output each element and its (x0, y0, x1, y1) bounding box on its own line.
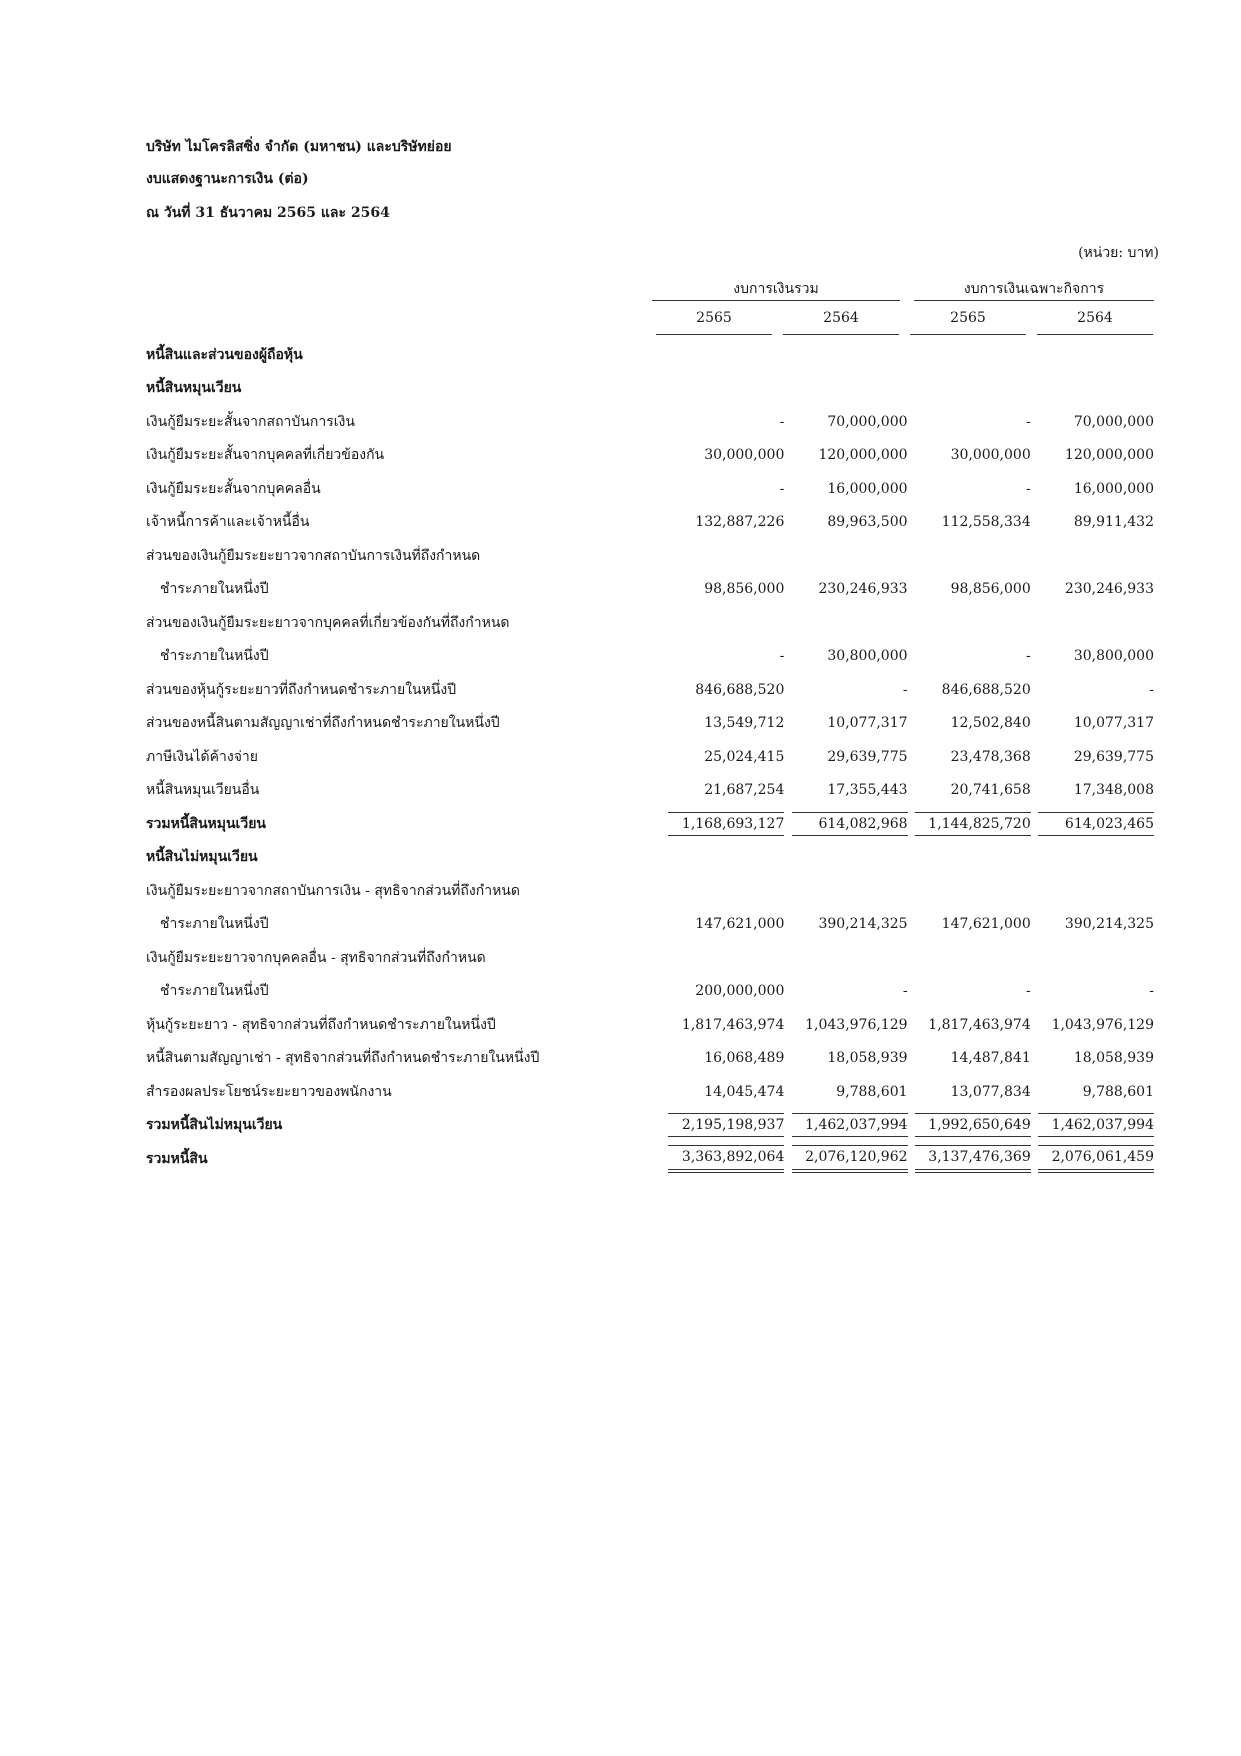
statement-row (146, 640, 1154, 674)
amount-cell (661, 707, 784, 741)
amount-cell (661, 1042, 784, 1076)
amount-value: 30,000,000 (950, 447, 1031, 464)
row-label: เงินกู้ยืมระยะยาวจากสถาบันการเงิน - สุทธิจากส่วนที่ถึงกำหนด (146, 882, 520, 899)
amount-cell (784, 874, 907, 908)
amount-value: - (1026, 413, 1031, 430)
amount-cell (1031, 908, 1154, 942)
group-rule-consolidated (652, 300, 900, 301)
statement-row (146, 372, 1154, 406)
statement-row (146, 1042, 1154, 1076)
amount-value: 147,621,000 (695, 916, 785, 933)
amount-value: 1,043,976,129 (1051, 1016, 1154, 1033)
statement-row (146, 673, 1154, 707)
unit-label: (หน่วย: บาท) (1078, 245, 1159, 261)
amount-cell (1031, 975, 1154, 1009)
statement-row (146, 1142, 1154, 1176)
row-label: ส่วนของหนี้สินตามสัญญาเช่าที่ถึงกำหนดชำระภายในหนึ่งปี (146, 715, 500, 732)
statement-row (146, 740, 1154, 774)
amount-value: 10,077,317 (1073, 715, 1154, 732)
amount-cell (1031, 874, 1154, 908)
amount-cell (661, 774, 784, 808)
amount-cell (908, 941, 1031, 975)
amount-value: 20,741,658 (950, 782, 1031, 799)
amount-value: 29,639,775 (1073, 748, 1154, 765)
amount-cell (1031, 640, 1154, 674)
year-rule (1037, 334, 1153, 335)
statement-row (146, 472, 1154, 506)
amount-value: 25,024,415 (704, 748, 785, 765)
amount-value: 3,137,476,369 (915, 1145, 1031, 1173)
amount-value: 16,068,489 (704, 1050, 785, 1067)
amount-cell (1031, 1109, 1154, 1143)
amount-cell (1031, 1142, 1154, 1176)
amount-value: 2,195,198,937 (668, 1113, 784, 1137)
amount-cell (908, 573, 1031, 607)
row-label: ชำระภายในหนึ่งปี (160, 983, 269, 1000)
statement-date: ณ วันที่ 31 ธันวาคม 2565 และ 2564 (146, 205, 390, 221)
amount-value: 89,911,432 (1073, 514, 1154, 531)
amount-cell (1031, 1008, 1154, 1042)
statement-row (146, 539, 1154, 573)
row-label: เงินกู้ยืมระยะยาวจากบุคคลอื่น - สุทธิจากส่วนที่ถึงกำหนด (146, 949, 486, 966)
amount-value: 18,058,939 (1073, 1050, 1154, 1067)
amount-cell (661, 506, 784, 540)
year-header: 2565 (696, 310, 732, 326)
statement-title: งบแสดงฐานะการเงิน (ต่อ) (146, 171, 309, 187)
row-label: หนี้สินไม่หมุนเวียน (146, 849, 258, 866)
row-label: ส่วนของเงินกู้ยืมระยะยาวจากสถาบันการเงินที่ถึงกำหนด (146, 547, 481, 564)
year-header: 2564 (1077, 310, 1113, 326)
amount-value: 200,000,000 (695, 983, 785, 1000)
amount-value: - (1026, 983, 1031, 1000)
amount-cell (908, 707, 1031, 741)
amount-value: 1,144,825,720 (915, 812, 1031, 836)
amount-cell (661, 1142, 784, 1176)
amount-cell (1031, 807, 1154, 841)
amount-cell (1031, 941, 1154, 975)
amount-cell (661, 1109, 784, 1143)
amount-cell (784, 439, 907, 473)
amount-value: - (902, 983, 908, 1000)
amount-cell (908, 1008, 1031, 1042)
amount-cell (784, 506, 907, 540)
amount-value: 10,077,317 (827, 715, 908, 732)
amount-value: 98,856,000 (950, 581, 1031, 598)
amount-cell (908, 1142, 1031, 1176)
statement-row (146, 338, 1154, 372)
amount-value: - (779, 413, 785, 430)
amount-cell (908, 874, 1031, 908)
amount-value: 30,800,000 (827, 648, 908, 665)
amount-value: - (1149, 983, 1154, 1000)
amount-cell (784, 1075, 907, 1109)
amount-cell (1031, 707, 1154, 741)
amount-cell (1031, 372, 1154, 406)
amount-cell (784, 941, 907, 975)
amount-value: 14,045,474 (704, 1083, 785, 1100)
amount-value: 16,000,000 (827, 480, 908, 497)
amount-cell (1031, 1075, 1154, 1109)
amount-value: - (1149, 681, 1154, 698)
statement-row (146, 874, 1154, 908)
amount-cell (784, 606, 907, 640)
row-label: รวมหนี้สินไม่หมุนเวียน (146, 1117, 283, 1134)
amount-cell (784, 1142, 907, 1176)
statement-row (146, 774, 1154, 808)
amount-value: 23,478,368 (950, 748, 1031, 765)
company-name: บริษัท ไมโครลิสซิ่ง จำกัด (มหาชน) และบริษัทย่อย (146, 139, 452, 155)
amount-value: 17,355,443 (827, 782, 908, 799)
amount-value: 1,462,037,994 (1038, 1113, 1154, 1137)
amount-cell (661, 405, 784, 439)
amount-value: 230,246,933 (1064, 581, 1154, 598)
amount-cell (908, 673, 1031, 707)
row-label: ชำระภายในหนึ่งปี (160, 916, 269, 933)
year-header: 2565 (950, 310, 986, 326)
amount-value: 21,687,254 (704, 782, 785, 799)
amount-cell (784, 707, 907, 741)
amount-cell (908, 908, 1031, 942)
statement-row (146, 506, 1154, 540)
amount-cell (908, 807, 1031, 841)
amount-cell (784, 338, 907, 372)
amount-cell (908, 774, 1031, 808)
amount-cell (1031, 1042, 1154, 1076)
amount-cell (908, 975, 1031, 1009)
amount-value: 30,800,000 (1073, 648, 1154, 665)
row-label: หนี้สินหมุนเวียนอื่น (146, 782, 260, 799)
amount-cell (1031, 841, 1154, 875)
statement-row (146, 1008, 1154, 1042)
amount-cell (661, 372, 784, 406)
amount-cell (661, 740, 784, 774)
amount-cell (908, 506, 1031, 540)
amount-value: 16,000,000 (1073, 480, 1154, 497)
row-label: เจ้าหนี้การค้าและเจ้าหนี้อื่น (146, 514, 310, 531)
amount-cell (661, 539, 784, 573)
amount-cell (784, 807, 907, 841)
row-label: รวมหนี้สิน (146, 1150, 208, 1167)
amount-cell (908, 1109, 1031, 1143)
amount-value: 89,963,500 (827, 514, 908, 531)
amount-cell (1031, 606, 1154, 640)
row-label: หนี้สินหมุนเวียน (146, 380, 242, 397)
statement-row (146, 941, 1154, 975)
amount-cell (661, 573, 784, 607)
amount-cell (784, 841, 907, 875)
amount-cell (1031, 539, 1154, 573)
amount-cell (908, 740, 1031, 774)
amount-cell (784, 908, 907, 942)
row-label: หนี้สินตามสัญญาเช่า - สุทธิจากส่วนที่ถึงกำหนดชำระภายในหนึ่งปี (146, 1050, 540, 1067)
row-label: ส่วนของหุ้นกู้ระยะยาวที่ถึงกำหนดชำระภายในหนึ่งปี (146, 681, 457, 698)
amount-value: 70,000,000 (827, 413, 908, 430)
amount-value: 112,558,334 (941, 514, 1031, 531)
amount-value: 13,549,712 (704, 715, 785, 732)
amount-value: 132,887,226 (695, 514, 785, 531)
row-label: ส่วนของเงินกู้ยืมระยะยาวจากบุคคลที่เกี่ยวข้องกันที่ถึงกำหนด (146, 614, 510, 631)
amount-value: - (779, 648, 785, 665)
amount-cell (784, 573, 907, 607)
amount-value: 30,000,000 (704, 447, 785, 464)
amount-value: 29,639,775 (827, 748, 908, 765)
row-label: สำรองผลประโยชน์ระยะยาวของพนักงาน (146, 1083, 392, 1100)
amount-value: 1,462,037,994 (792, 1113, 908, 1137)
statement-row (146, 606, 1154, 640)
amount-cell (1031, 506, 1154, 540)
amount-value: 147,621,000 (941, 916, 1031, 933)
amount-cell (661, 439, 784, 473)
amount-value: 614,023,465 (1038, 812, 1154, 836)
amount-value: 3,363,892,064 (668, 1145, 784, 1173)
amount-value: 1,817,463,974 (928, 1016, 1031, 1033)
amount-cell (784, 405, 907, 439)
amount-cell (908, 338, 1031, 372)
amount-cell (1031, 405, 1154, 439)
amount-cell (784, 1042, 907, 1076)
statement-row (146, 439, 1154, 473)
liabilities-table (146, 338, 1154, 1176)
amount-value: - (779, 480, 785, 497)
row-label: เงินกู้ยืมระยะสั้นจากบุคคลที่เกี่ยวข้องกัน (146, 447, 385, 464)
row-label: เงินกู้ยืมระยะสั้นจากสถาบันการเงิน (146, 413, 355, 430)
amount-value: 614,082,968 (792, 812, 908, 836)
amount-value: 98,856,000 (704, 581, 785, 598)
row-label: ภาษีเงินได้ค้างจ่าย (146, 748, 258, 765)
amount-cell (1031, 774, 1154, 808)
amount-cell (784, 740, 907, 774)
amount-cell (784, 1109, 907, 1143)
amount-cell (661, 472, 784, 506)
amount-cell (1031, 472, 1154, 506)
amount-cell (661, 1075, 784, 1109)
amount-value: - (1026, 648, 1031, 665)
row-label: รวมหนี้สินหมุนเวียน (146, 815, 266, 832)
year-rule (656, 334, 772, 335)
amount-value: 390,214,325 (818, 916, 908, 933)
amount-cell (661, 606, 784, 640)
statement-row (146, 1075, 1154, 1109)
group-header-consolidated: งบการเงินรวม (733, 281, 819, 297)
group-rule-separate (914, 300, 1154, 301)
amount-value: 1,043,976,129 (805, 1016, 908, 1033)
amount-value: 17,348,008 (1073, 782, 1154, 799)
row-label: ชำระภายในหนึ่งปี (160, 648, 269, 665)
amount-value: 2,076,120,962 (792, 1145, 908, 1173)
amount-value: 390,214,325 (1064, 916, 1154, 933)
amount-value: 9,788,601 (836, 1083, 908, 1100)
amount-cell (1031, 573, 1154, 607)
amount-value: 1,168,693,127 (668, 812, 784, 836)
amount-value: 846,688,520 (941, 681, 1031, 698)
year-header: 2564 (823, 310, 859, 326)
amount-value: 18,058,939 (827, 1050, 908, 1067)
row-label: เงินกู้ยืมระยะสั้นจากบุคคลอื่น (146, 480, 321, 497)
statement-row (146, 908, 1154, 942)
statement-row (146, 405, 1154, 439)
statement-row (146, 1109, 1154, 1143)
amount-value: 1,817,463,974 (681, 1016, 785, 1033)
amount-cell (784, 774, 907, 808)
amount-cell (908, 1042, 1031, 1076)
amount-cell (908, 1075, 1031, 1109)
statement-row (146, 707, 1154, 741)
amount-cell (784, 539, 907, 573)
row-label: หนี้สินและส่วนของผู้ถือหุ้น (146, 346, 303, 363)
amount-cell (661, 841, 784, 875)
amount-cell (784, 1008, 907, 1042)
statement-row (146, 841, 1154, 875)
amount-cell (661, 338, 784, 372)
amount-cell (1031, 673, 1154, 707)
statement-row (146, 573, 1154, 607)
amount-cell (1031, 740, 1154, 774)
group-header-separate: งบการเงินเฉพาะกิจการ (963, 281, 1105, 297)
amount-cell (661, 1008, 784, 1042)
amount-value: 846,688,520 (695, 681, 785, 698)
amount-cell (784, 472, 907, 506)
amount-cell (661, 807, 784, 841)
amount-cell (661, 908, 784, 942)
amount-value: 13,077,834 (950, 1083, 1031, 1100)
amount-cell (784, 372, 907, 406)
row-label: ชำระภายในหนึ่งปี (160, 581, 269, 598)
amount-cell (908, 606, 1031, 640)
amount-value: 14,487,841 (950, 1050, 1031, 1067)
statement-row (146, 975, 1154, 1009)
amount-value: 120,000,000 (1064, 447, 1154, 464)
amount-cell (784, 640, 907, 674)
amount-cell (908, 405, 1031, 439)
amount-cell (784, 975, 907, 1009)
amount-value: 9,788,601 (1082, 1083, 1154, 1100)
amount-cell (908, 539, 1031, 573)
amount-value: 70,000,000 (1073, 413, 1154, 430)
amount-cell (661, 975, 784, 1009)
amount-cell (661, 941, 784, 975)
amount-cell (661, 874, 784, 908)
amount-cell (661, 640, 784, 674)
amount-cell (908, 472, 1031, 506)
amount-value: - (1026, 480, 1031, 497)
amount-cell (908, 640, 1031, 674)
amount-cell (908, 372, 1031, 406)
amount-cell (661, 673, 784, 707)
amount-cell (1031, 338, 1154, 372)
amount-value: 2,076,061,459 (1038, 1145, 1154, 1173)
amount-value: - (902, 681, 908, 698)
amount-cell (784, 673, 907, 707)
amount-cell (1031, 439, 1154, 473)
year-rule (910, 334, 1026, 335)
statement-row (146, 807, 1154, 841)
amount-value: 12,502,840 (950, 715, 1031, 732)
row-label: หุ้นกู้ระยะยาว - สุทธิจากส่วนที่ถึงกำหนดชำระภายในหนึ่งปี (146, 1016, 496, 1033)
amount-cell (908, 841, 1031, 875)
amount-value: 1,992,650,649 (915, 1113, 1031, 1137)
amount-value: 120,000,000 (818, 447, 908, 464)
amount-value: 230,246,933 (818, 581, 908, 598)
amount-cell (908, 439, 1031, 473)
year-rule (783, 334, 899, 335)
